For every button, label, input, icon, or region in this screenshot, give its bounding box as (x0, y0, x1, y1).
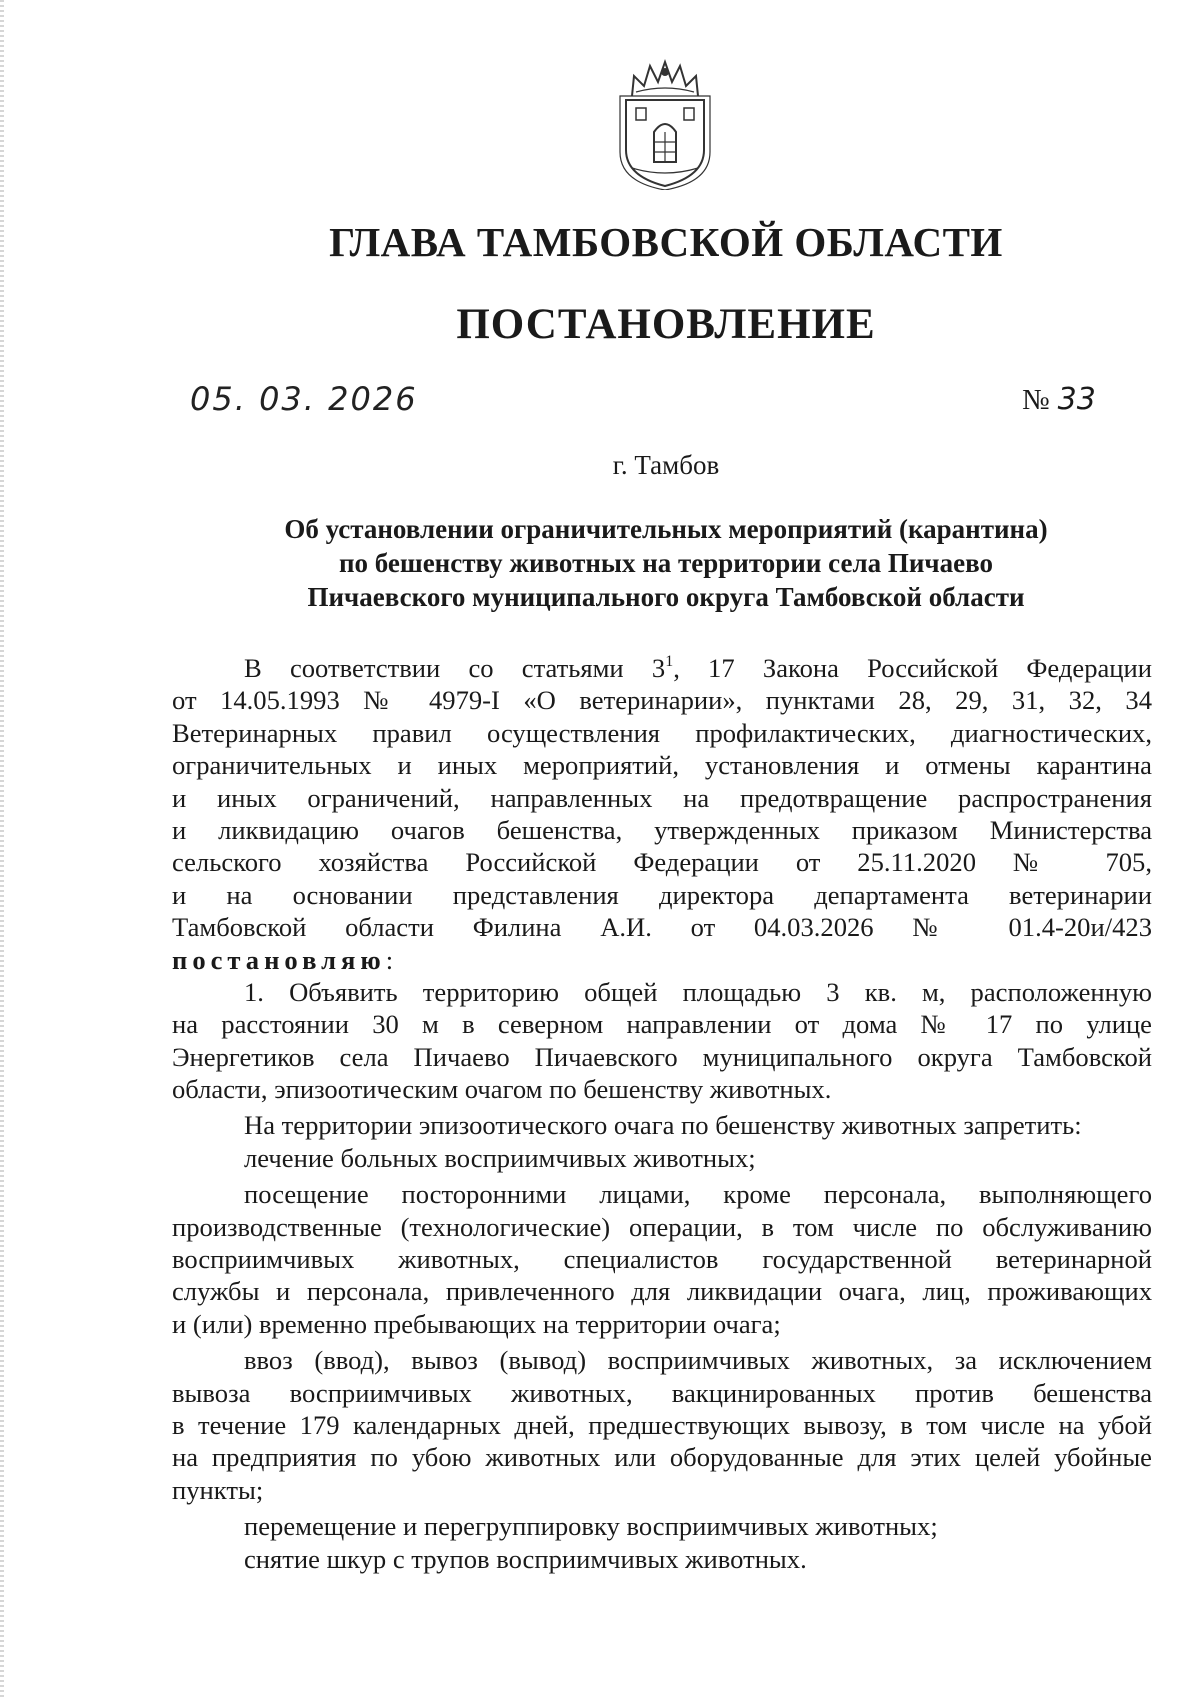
prohibitions-intro: На территории эпизоотического очага по бешенству животных запретить: (244, 1110, 1082, 1141)
prohibition-transport-line: ввоз (ввод), вывоз (вывод) восприимчивых животных, за исключением (244, 1345, 1152, 1376)
number-value: 33 (1057, 382, 1096, 417)
organization-heading: ГЛАВА ТАМБОВСКОЙ ОБЛАСТИ (329, 219, 1003, 265)
prohibition-transport-line: на предприятия по убою животных или оборудованные для этих целей убойные (172, 1442, 1152, 1473)
prohibition-transport-line: вывоза восприимчивых животных, вакцинированных против бешенства (172, 1377, 1152, 1408)
preamble-line: ограничительных и иных мероприятий, установления и отмены карантина (172, 750, 1152, 781)
city: г. Тамбов (612, 450, 720, 480)
prohibition-visits-line: восприимчивых животных, специалистов государственной ветеринарной (172, 1244, 1152, 1275)
prohibition-transport-line: пункты; (172, 1474, 264, 1505)
coat-of-arms-emblem (612, 58, 718, 190)
point1-line: области, эпизоотическим очагом по бешенству животных. (172, 1074, 832, 1105)
prohibition-item: лечение больных восприимчивых животных; (244, 1142, 756, 1173)
title-line: Пичаевского муниципального округа Тамбовской области (307, 582, 1025, 612)
title-line: по бешенству животных на территории села Пичаево (338, 548, 994, 578)
preamble-line: от 14.05.1993 № 4979-I «О ветеринарии», пунктами 28, 29, 31, 32, 34 (172, 685, 1152, 716)
point1-line: 1. Объявить территорию общей площадью 3 кв. м, расположенную (244, 976, 1152, 1007)
prohibition-transport-line: в течение 179 календарных дней, предшествующих вывозу, в том числе на убой (172, 1409, 1152, 1440)
document-body (172, 652, 1152, 1575)
document-date: 05. 03. 2026 (190, 380, 418, 418)
preamble-line: и на основании представления директора департамента ветеринарии (172, 879, 1152, 910)
preamble-line: В соответствии со статьями $3^1$, 17 Закона Российской Федерации (244, 653, 1152, 683)
preamble-line: Ветеринарных правил осуществления профилактических, диагностических, (172, 717, 1152, 748)
document-title (170, 512, 1162, 614)
resolve-line: постановляю: (172, 944, 394, 975)
superscript: 1 (665, 653, 674, 670)
preamble-line: сельского хозяйства Российской Федерации от 25.11.2020 № 705, (172, 847, 1152, 878)
prohibition-visits-line: производственные (технологические) операции, в том числе по обслуживанию (172, 1211, 1152, 1242)
point1-line: на расстоянии 30 м в северном направлении от дома № 17 по улице (172, 1009, 1152, 1040)
prohibition-item: перемещение и перегруппировку восприимчивых животных; (244, 1511, 938, 1542)
point1-line: Энергетиков села Пичаево Пичаевского муниципального округа Тамбовской (172, 1041, 1152, 1072)
document-type-heading: ПОСТАНОВЛЕНИЕ (456, 301, 876, 348)
title-line: Об установлении ограничительных мероприятий (карантина) (284, 514, 1048, 544)
number-label: № (1022, 384, 1050, 416)
preamble-line: и иных ограничений, направленных на предотвращение распространения (172, 782, 1152, 813)
prohibition-visits-line: и (или) временно пребывающих на территории очага; (172, 1308, 781, 1339)
prohibition-visits-line: посещение посторонними лицами, кроме персонала, выполняющего (244, 1179, 1152, 1210)
preamble-line: и ликвидацию очагов бешенства, утвержденных приказом Министерства (172, 814, 1152, 845)
prohibition-item: снятие шкур с трупов восприимчивых животных. (244, 1543, 807, 1574)
resolve-word: постановляю (172, 944, 386, 975)
preamble-line: Тамбовской области Филина А.И. от 04.03.2026 № 01.4-20и/423 (172, 912, 1152, 943)
document-number (1022, 382, 1096, 417)
prohibition-visits-line: службы и персонала, привлеченного для ликвидации очага, лиц, проживающих (172, 1276, 1152, 1307)
